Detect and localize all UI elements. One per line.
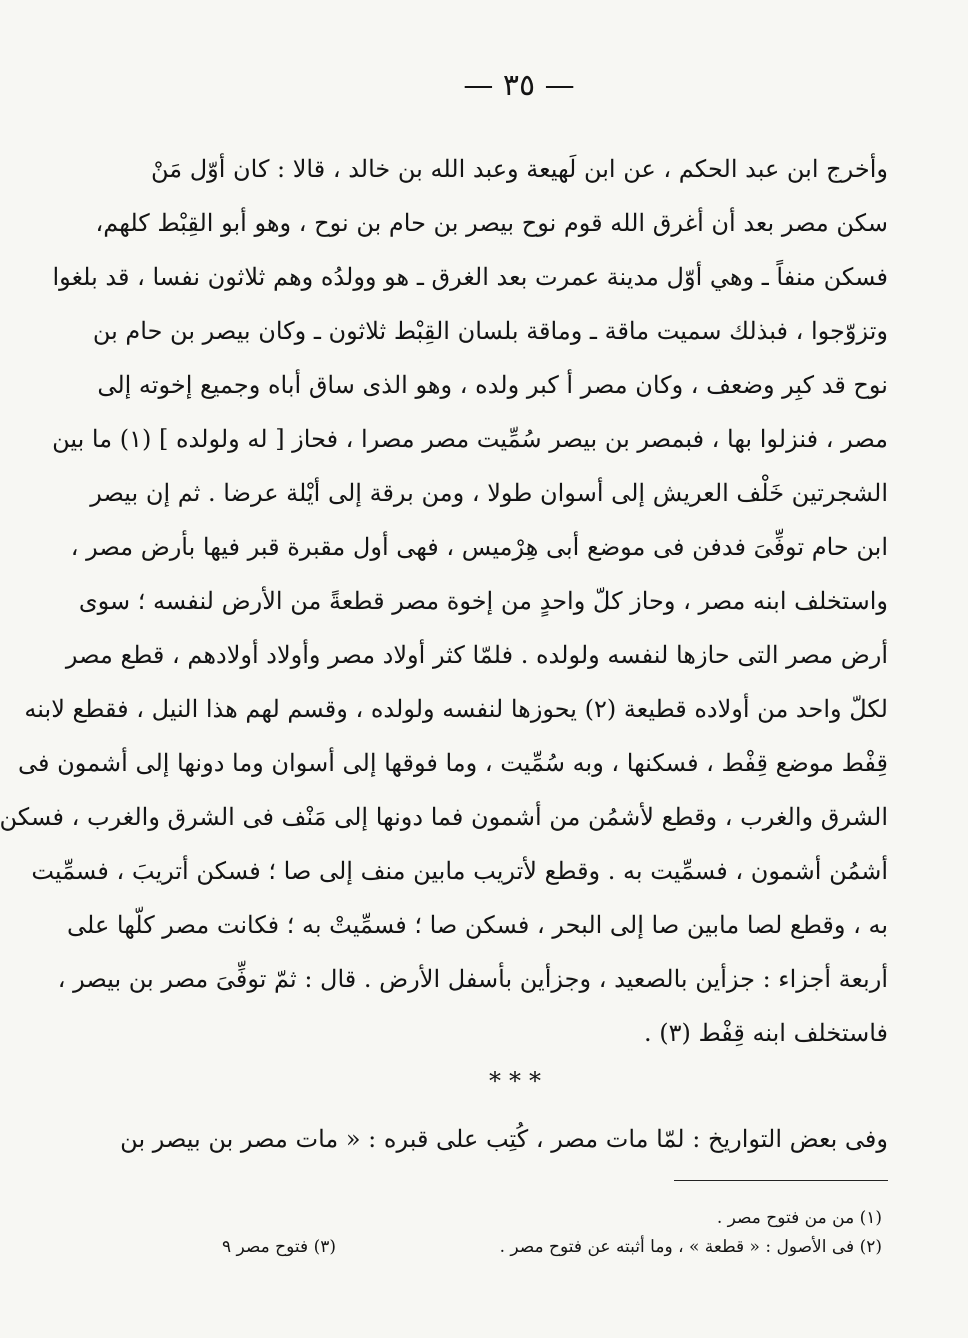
paragraph-line: واستخلف ابنه مصر ، وحاز كلّ واحدٍ من إخوة مصر قطعةً من الأرض لنفسه ؛ سوى [78, 587, 888, 615]
paragraph-line: لكلّ واحد من أولاده قطيعة (٢) يحوزها لنفسه ولولده ، وقسم لهم هذا النيل ، فقطع لابنه [24, 695, 888, 723]
paragraph-line: فسكن منفاً ـ وهي أوّل مدينة عمرت بعد الغرق ـ هو وولدُه وهم ثلاثون نفسا ، قد بلغوا [52, 263, 888, 291]
paragraph-line: الشجرتين خَلْف العريش إلى أسوان طولا ، ومن برقة إلى أيْلة عرضا . ثم إن بيصر [90, 479, 888, 507]
paragraph-line: أشمُن أشمون ، فسمِّيت به . وقطع لأتريب مابين منف إلى صا ؛ فسكن أتريبَ ، فسمِّيت [31, 857, 888, 885]
paragraph-line: وتزوّجوا ، فبذلك سميت ماقة ـ وماقة بلسان القِبْط ثلاثون ـ وكان بيصر بن حام بن [92, 317, 888, 345]
paragraph-line: فاستخلف ابنه قِفْط (٣) . [643, 1019, 888, 1047]
footnote-2: (٢) فى الأصول : « قطعة » ، وما أثبته عن فتوح مصر . [499, 1237, 882, 1257]
paragraph-line: أرض مصر التى حازها لنفسه ولولده . فلمّا كثر أولاد مصر وأولاد أولادهم ، قطع مصر [65, 641, 888, 669]
paragraph-line: الشرق والغرب ، وقطع لأشمُن من أشمون فما دونها إلى مَنْف فى الشرق والغرب ، فسكن [0, 803, 888, 831]
page-number: — ٣٥ — [463, 68, 575, 103]
paragraph-line: مصر ، فنزلوا بها ، فبمصر بن بيصر سُمِّيت مصر مصرا ، فحاز [ له ولولده ] (١) ما بين [52, 425, 888, 453]
paragraph-line: قِفْط موضع قِفْط ، فسكنها ، وبه سُمِّيت ، وما فوقها إلى أسوان وما دونها إلى أشمون فى [18, 749, 888, 777]
paragraph-line: أربعة أجزاء : جزأين بالصعيد ، وجزأين بأسفل الأرض . قال : ثمّ توفِّىَ مصر بن بيصر ، [57, 965, 888, 993]
footnotes [222, 1204, 882, 1262]
footnote-row [222, 1233, 882, 1262]
paragraph-line: وفى بعض التواريخ : لمّا مات مصر ، كُتِب على قبره : « مات مصر بن بيصر بن [120, 1125, 888, 1153]
footnote-3: (٣) فتوح مصر ٩ [222, 1237, 337, 1257]
paragraph-line: سكن مصر بعد أن أغرق الله قوم نوح بيصر بن حام بن نوح ، وهو أبو القِبْط كلهم، [95, 209, 888, 237]
paragraph-line: ابن حام توفِّىَ فدفن فى موضع أبى هِرْميس ، فهى أول مقبرة قبر فيها بأرض مصر ، [70, 533, 888, 561]
section-separator: *** [489, 1067, 549, 1095]
main-paragraph [0, 142, 888, 1060]
paragraph-line: وأخرج ابن عبد الحكم ، عن ابن لَهيعة وعبد الله بن خالد ، قالا : كان أوّل مَنْ [150, 155, 888, 183]
paragraph-line: نوح قد كبِر وضعف ، وكان مصر أ كبر ولده ، وهو الذى ساق أباه وجميع إخوته إلى [97, 371, 888, 399]
paragraph-line: به ، وقطع لصا مابين صا إلى البحر ، فسكن صا ؛ فسمِّيتْ به ؛ فكانت مصر كلّها على [67, 911, 888, 939]
footnote-1: (١) من من فتوح مصر . [716, 1208, 882, 1228]
footnote-divider [674, 1180, 888, 1181]
